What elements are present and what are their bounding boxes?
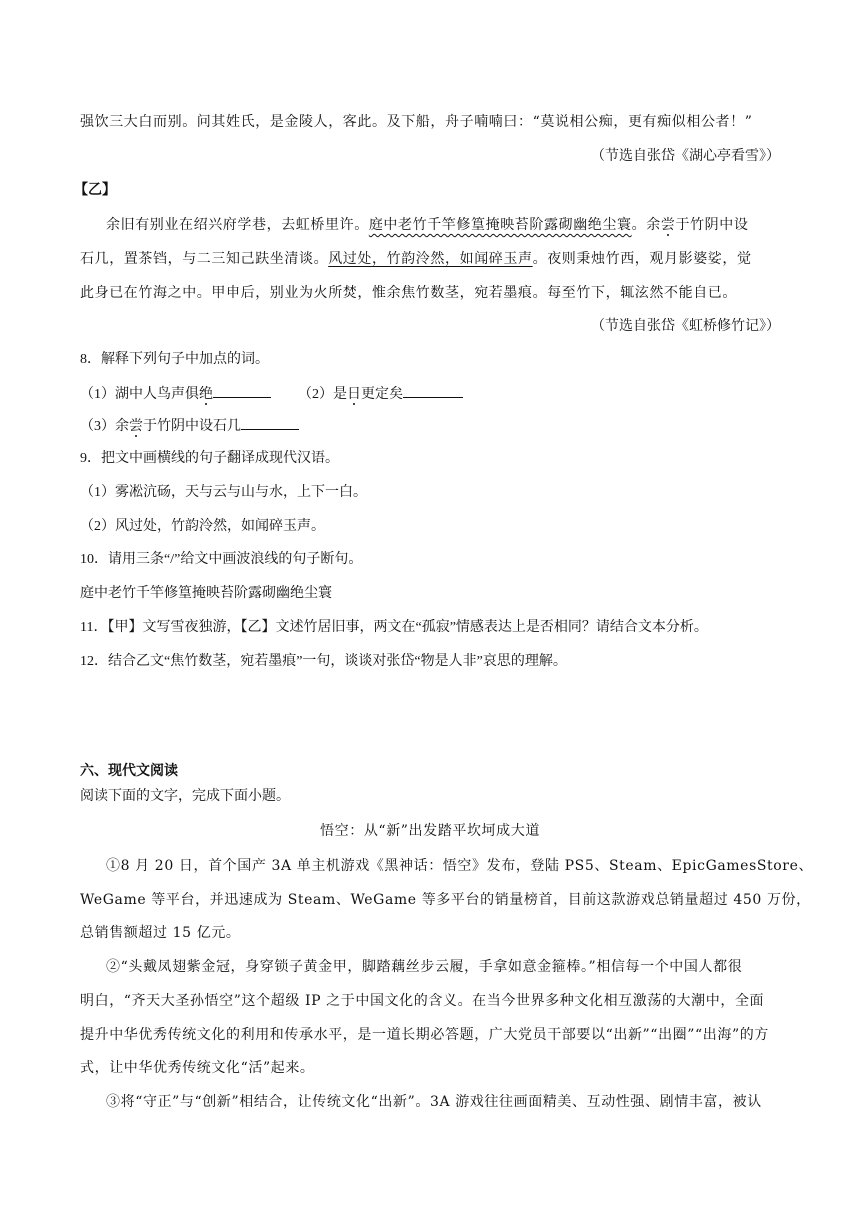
dotted-word: 尝 <box>660 217 676 233</box>
yi-line-2 <box>80 249 752 269</box>
question-8-item-3 <box>80 415 299 437</box>
article-p2-line-3: 提升中华优秀传统文化的利用和传承水平，是一道长期必答题，广大党员干部要以“出新”“出圈”“出海”的方 <box>80 1027 769 1043</box>
yi-text: 于竹阴中设 <box>675 217 749 233</box>
question-9-item-1: （1）雾凇沆砀，天与云与山与水，上下一白。 <box>80 485 367 500</box>
question-9: 9．把文中画横线的句子翻译成现代汉语。 <box>80 451 339 466</box>
yi-text: 石几，置茶铛，与二三知己趺坐清谈。 <box>80 251 329 267</box>
question-10: 10．请用三条“/”给文中画波浪线的句子断句。 <box>80 552 363 567</box>
jia-text-line: 强饮三大白而别。问其姓氏，是金陵人，客此。及下船，舟子喃喃曰：“莫说相公痴，更有痴似相公者！” <box>80 114 753 130</box>
article-title: 悟空：从“新”出发踏平坎坷成大道 <box>320 823 540 839</box>
question-11: 11．【甲】文写雪夜独游，【乙】文述竹居旧事，两文在“孤寂”情感表达上是否相同？请结合文本分析。 <box>80 620 708 635</box>
article-p3-line-1: ③将“守正”与“创新”相结合，让传统文化“出新”。3A 游戏往往画面精美、互动性强、剧情丰富，被认 <box>106 1094 762 1110</box>
question-8-items-1-2 <box>80 383 463 405</box>
yi-text: 余旧有别业在绍兴府学巷，去虹桥里许。 <box>106 217 369 233</box>
dotted-word: 绝 <box>199 387 213 402</box>
article-p2-line-4: 式，让中华优秀传统文化“活”起来。 <box>80 1060 315 1076</box>
q8-item-3-text: 于竹阴中设石几 <box>143 419 241 434</box>
question-8: 8．解释下列句子中加点的词。 <box>80 352 269 367</box>
dotted-word: 日 <box>347 387 361 402</box>
yi-text: 。夜则秉烛竹西，观月影婆娑，觉 <box>532 251 752 267</box>
answer-blank[interactable] <box>213 383 271 398</box>
yi-text: 。余 <box>631 217 661 233</box>
yi-label: 【乙】 <box>74 183 116 198</box>
article-p1-line-1: ①8 月 20 日，首个国产 3A 单主机游戏《黑神话：悟空》发布，登陆 PS5、Steam、EpicGamesStore、 <box>106 858 814 874</box>
article-p1-line-3: 总销售额超过 15 亿元。 <box>80 925 241 941</box>
question-9-item-2: （2）风过处，竹韵泠然，如闻碎玉声。 <box>80 519 325 534</box>
answer-blank[interactable] <box>241 415 299 430</box>
dotted-word: 尝 <box>129 419 143 434</box>
section-heading: 六、现代文阅读 <box>80 764 178 779</box>
answer-blank[interactable] <box>403 383 463 398</box>
section-instruction: 阅读下面的文字，完成下面小题。 <box>80 789 290 804</box>
yi-source: （节选自张岱《虹桥修竹记》） <box>591 319 780 334</box>
jia-source: （节选自张岱《湖心亭看雪》） <box>591 149 780 164</box>
question-10-sentence: 庭中老竹千竿修篁掩映苔阶露砌幽绝尘寰 <box>80 586 332 601</box>
yi-line-1 <box>106 215 748 235</box>
question-12: 12．结合乙文“焦竹数茎，宛若墨痕”一句，谈谈对张岱“物是人非”哀思的理解。 <box>80 654 567 669</box>
q8-item-1-text: （1）湖中人鸟声俱 <box>80 387 199 402</box>
underlined-sentence: 风过处，竹韵泠然，如闻碎玉声 <box>328 251 533 267</box>
q8-item-2-text: 更定矣 <box>361 387 403 402</box>
article-p2-line-2: 明白，“齐天大圣孙悟空”这个超级 IP 之于中国文化的含义。在当今世界多种文化相互激荡的大潮中，全面 <box>80 993 765 1009</box>
q8-item-2-text: （2）是 <box>298 387 347 402</box>
article-p2-line-1: ②“头戴凤翅紫金冠，身穿锁子黄金甲，脚踏藕丝步云履，手拿如意金箍棒。”相信每一个中国人都很 <box>106 959 743 975</box>
q8-item-3-text: （3）余 <box>80 419 129 434</box>
article-p1-line-2: WeGame 等平台，并迅速成为 Steam、WeGame 等多平台的销量榜首，目前这款游戏总销量超过 450 万份， <box>80 892 811 908</box>
yi-line-3: 此身已在竹海之中。甲申后，别业为火所焚，惟余焦竹数茎，宛若墨痕。每至竹下，辄泫然不能自已。 <box>80 285 737 301</box>
wavy-underlined-sentence: 庭中老竹千竿修篁掩映苔阶露砌幽绝尘寰 <box>368 217 632 233</box>
